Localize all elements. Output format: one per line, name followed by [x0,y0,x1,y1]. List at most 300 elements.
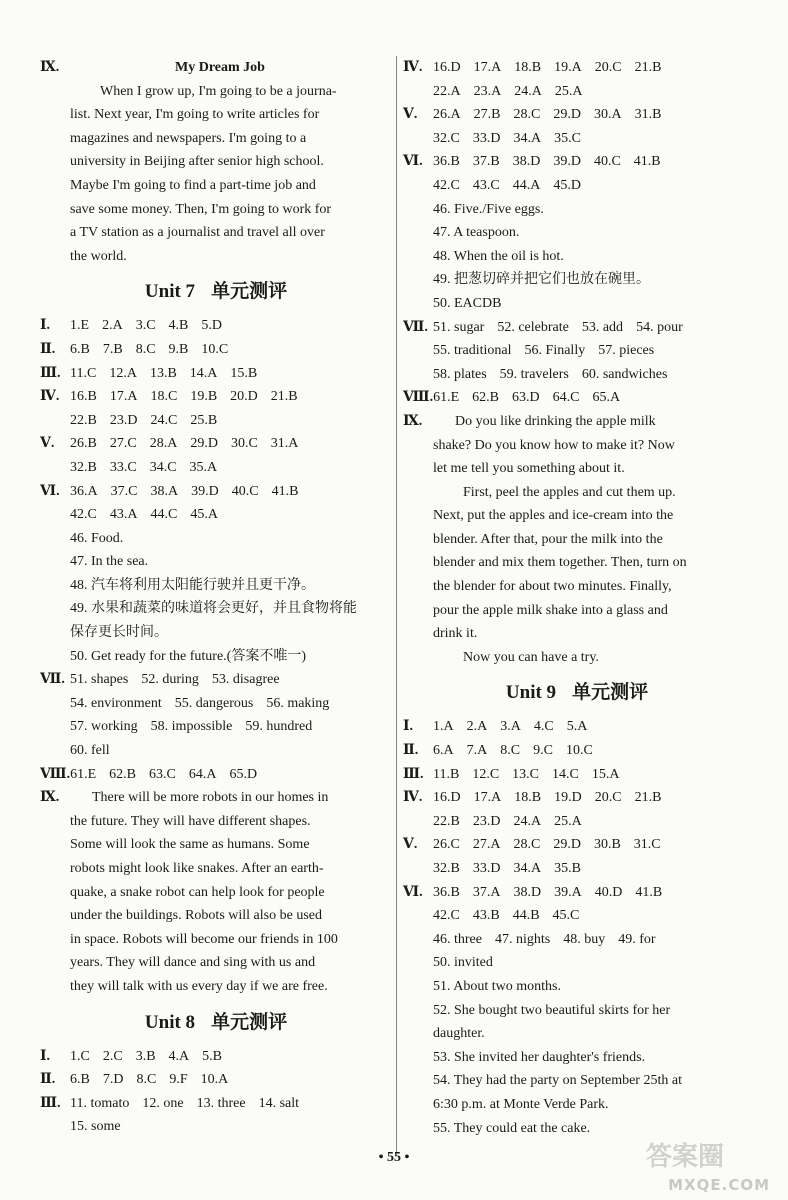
answer-item: 64.A [188,766,217,782]
answer-item: 60. sandwiches [581,366,668,382]
answer-item: 36.A [70,483,98,499]
answer-item: 29.D [190,436,218,452]
answer-item: 59. travelers [499,366,569,382]
essay-line [40,951,392,975]
answer-item: 30.C [230,436,258,452]
answer-row [403,245,751,269]
answer-item: 16.D [433,60,461,75]
essay-text: Maybe I'm going to find a part-time job and [70,177,316,193]
answer-row [403,174,751,198]
answer-item: 31.C [633,837,661,853]
answer-item: 51. shapes [70,672,129,688]
answer-item: 35.A [189,459,218,475]
answer-row [40,1115,392,1139]
answer-item: 8.C [135,341,156,357]
answer-item: 59. hundred [245,719,313,735]
answer-item: 63.C [149,766,176,782]
section-label: Ⅱ. [403,743,419,759]
answer-row [40,739,392,763]
answer-item: 1.C [70,1048,90,1064]
essay-line [40,221,392,245]
answer-row [40,668,392,692]
section-label: Ⅱ. [40,1072,56,1088]
answer-item: 21.B [634,790,662,806]
essay-line [40,80,392,104]
answer-item: 47. nights [494,931,551,947]
answer-row [40,338,392,362]
watermark-text: MXQE.COM [668,1176,770,1194]
answer-row [403,739,751,763]
answer-row [40,503,392,527]
section-label: Ⅳ. [403,60,423,75]
answer-item: 26.B [70,436,97,452]
answer-item: 6.B [70,1072,90,1088]
essay-text: the world. [70,248,127,264]
answer-item: 39.D [191,483,219,499]
answer-item: 34.A [513,861,542,876]
answer-item: 23.A [473,83,502,99]
answer-item: 14.A [189,365,218,381]
essay-line [403,481,751,505]
answer-item: 33.C [109,459,137,475]
answer-row [403,80,751,104]
answer-item: 51. sugar [433,319,485,335]
answer-item: 53. disagree [211,672,280,688]
answer-item: 38.A [150,483,179,499]
essay-title: My Dream Job [175,60,265,75]
essay-text: pour the apple milk shake into a glass and [433,602,668,618]
essay-line [403,646,751,670]
answer-item: 13.C [512,766,540,782]
answer-item: 61.E [433,390,460,406]
answer-item: 49. for [618,931,656,947]
answer-item: 4.A [168,1048,190,1064]
answer-item: 50. invited [433,955,493,971]
answer-item: 52. She bought two beautiful skirts for her [433,1002,671,1018]
essay-line [403,575,751,599]
answer-row [40,314,392,338]
essay-text: shake? Do you know how to make it? Now [433,437,675,453]
answer-item: 57. pieces [598,343,655,359]
answer-row [40,597,392,621]
answer-item: 45.C [552,908,580,924]
answer-item: 31.A [270,436,299,452]
answer-item: 43.B [472,908,500,924]
answer-row [403,786,751,810]
section-label: Ⅲ. [40,365,61,381]
essay-line [40,928,392,952]
answer-item: 17.A [473,790,502,806]
essay-title-row [40,56,392,80]
essay-text: quake, a snake robot can help look for people [70,884,325,900]
answer-item: 34.C [149,459,177,475]
answer-row [403,951,751,975]
answer-item: 49. 水果和蔬菜的味道将会更好，并且食物将能 [70,601,357,617]
answer-item: 14.C [552,766,579,782]
answer-item: 54. They had the party on September 25th at [433,1073,682,1089]
answer-item: 47. In the sea. [70,554,149,570]
essay-text: First, peel the apples and cut them up. [463,484,676,500]
answer-item: 57. working [70,719,138,735]
answer-item: 22.B [433,813,460,829]
answer-item: 9.F [169,1072,188,1088]
answer-item: 36.B [433,884,460,900]
answer-item: 3.B [135,1048,156,1064]
essay-text: robots might look like snakes. After an earth- [70,861,324,876]
section-label: Ⅸ. [40,60,60,75]
answer-item: 50. EACDB [433,295,502,311]
answer-row [403,999,751,1023]
essay-text: blender. After that, pour the milk into the [433,531,663,547]
answer-row [40,1068,392,1092]
essay-line [40,174,392,198]
answer-item: 27.A [472,837,501,853]
answer-item: 7.D [102,1072,124,1088]
answer-row [403,1093,751,1117]
answer-item: 62.B [109,766,137,782]
section-label: Ⅰ. [40,1048,51,1064]
answer-row [40,645,392,669]
answer-item: 64.C [552,390,580,406]
answer-item: 3.A [500,719,521,735]
answer-item: 6:30 p.m. at Monte Verde Park. [433,1096,609,1112]
answer-item: 8.C [500,743,521,759]
section-label: Ⅸ. [40,790,60,806]
answer-item: 51. About two months. [433,978,561,994]
answer-item: 58. plates [433,366,487,382]
answer-item: 10.C [565,743,593,759]
answer-item: 27.C [109,436,137,452]
answer-item: 25.B [190,412,218,428]
answer-item: 39.D [553,154,581,170]
answer-item: 13. three [196,1095,246,1111]
answer-item: 53. She invited her daughter's friends. [433,1049,646,1065]
answer-item: 44.C [150,507,178,523]
unit-title: Unit 7 [144,281,196,303]
section-label: Ⅵ. [40,483,60,499]
essay-line [403,504,751,528]
answer-item: 15. some [70,1119,121,1135]
section-label: Ⅶ. [403,319,428,335]
answer-row [403,292,751,316]
answer-item: 21.B [270,389,298,405]
essay-line [40,103,392,127]
essay-text: years. They will dance and sing with us and [70,955,316,971]
answer-item: 10.C [201,341,229,357]
essay-text: magazines and newspapers. I'm going to a [70,130,307,146]
answer-item: 44.A [512,177,541,193]
answer-item: 11.B [433,766,460,782]
answer-item: 37.A [472,884,501,900]
essay-line [403,551,751,575]
answer-item: 45.A [190,507,218,523]
answer-item: 47. A teaspoon. [433,225,520,241]
answer-item: 35.C [554,130,581,146]
answer-item: 26.A [433,107,461,123]
essay-line [403,599,751,623]
answer-row [403,1069,751,1093]
essay-text: list. Next year, I'm going to write articles for [70,107,320,123]
answer-row [403,150,751,174]
answer-item: 17.A [109,389,138,405]
answer-item: 12. one [142,1095,184,1111]
answer-row [403,904,751,928]
answer-item: 32.B [70,459,97,475]
answer-item: 36.B [433,154,460,170]
answer-item: 25.A [554,83,583,99]
answer-item: 58. impossible [150,719,233,735]
answer-item: 9.C [533,743,553,759]
answer-row [40,480,392,504]
answer-item: 46. three [433,931,482,947]
answer-item: 22.B [70,412,97,428]
unit-title: Unit 9 [505,682,557,704]
answer-row [40,621,392,645]
answer-item: 49. 把葱切碎并把它们也放在碗里。 [433,272,650,288]
section-label: Ⅷ. [403,390,434,406]
section-label: Ⅸ. [403,413,423,429]
answer-row [403,975,751,999]
answer-item: 7.A [466,743,488,759]
answer-row [403,715,751,739]
essay-text: let me tell you something about it. [433,461,625,477]
unit-subtitle: 单元测评 [211,281,288,303]
section-label: Ⅳ. [403,790,423,806]
answer-item: 41.B [635,884,663,900]
answer-item: 2.A [102,318,123,334]
answer-row [403,1022,751,1046]
unit-subtitle: 单元测评 [211,1011,288,1033]
answer-item: 46. Five./Five eggs. [433,201,544,217]
unit-heading [40,274,392,310]
answer-item: 56. Finally [524,343,586,359]
section-label: Ⅶ. [40,672,65,688]
essay-text: the future. They will have different shapes. [70,813,311,829]
unit-heading [403,675,751,711]
essay-line [40,245,392,269]
answer-item: 33.D [472,861,501,876]
answer-item: 23.D [109,412,138,428]
answer-item: 9.B [168,341,189,357]
answer-item: 22.A [433,83,461,99]
section-label: Ⅷ. [40,766,71,782]
answer-item: 12.A [109,365,137,381]
answer-item: 43.C [472,177,500,193]
answer-item: 32.C [433,130,460,146]
section-label: Ⅰ. [403,719,414,735]
unit-title: Unit 8 [144,1011,196,1033]
essay-line [40,786,392,810]
answer-item: 46. Food. [70,530,124,546]
answer-row [403,103,751,127]
answer-row [403,857,751,881]
answer-item: 25.A [554,813,582,829]
answer-item: 29.D [553,837,581,853]
answer-item: 17.A [473,60,502,75]
answer-item: 52. celebrate [497,319,569,335]
answer-row [40,763,392,787]
answer-item: 40.C [231,483,259,499]
answer-item: 48. buy [563,931,606,947]
answer-item: 42.C [433,177,460,193]
answer-item: 60. fell [70,743,110,759]
answer-item: 28.A [149,436,178,452]
answer-item: 14. salt [258,1095,300,1111]
answer-item: 2.C [102,1048,123,1064]
essay-line [403,457,751,481]
page-number: • 55 • [378,1150,410,1165]
answer-row [40,1045,392,1069]
answer-row [403,881,751,905]
essay-line [40,857,392,881]
answer-item: 54. pour [636,319,683,335]
essay-line [403,410,751,434]
answer-item: 24.C [150,412,178,428]
answer-item: 8.C [136,1072,157,1088]
answer-item: 43.A [109,507,138,523]
answer-row [403,56,751,80]
answer-row [40,456,392,480]
section-label: Ⅳ. [40,389,60,405]
answer-item: 保存更长时间。 [70,625,168,641]
answer-item: 34.A [513,130,542,146]
answer-item: 39.A [554,884,582,900]
answer-item: 38.D [513,884,542,900]
essay-line [40,904,392,928]
answer-row [403,127,751,151]
right-column [403,56,751,1140]
answer-item: 65.A [592,390,621,406]
section-label: Ⅵ. [403,884,423,900]
essay-line [40,127,392,151]
answer-item: 30.A [593,107,622,123]
answer-row [403,1046,751,1070]
answer-item: 16.B [70,389,97,405]
answer-row [40,409,392,433]
answer-row [40,574,392,598]
answer-item: 42.C [70,507,97,523]
answer-row [403,316,751,340]
answer-item: 40.C [593,154,621,170]
watermark-logo: 答案圈 [646,1142,725,1172]
answer-row [40,385,392,409]
answer-item: 41.B [271,483,299,499]
answer-item: 13.B [149,365,177,381]
answer-item: 18.C [150,389,178,405]
essay-text: the blender for about two minutes. Finally, [433,579,672,595]
answer-row [40,432,392,456]
answer-item: 16.D [433,790,461,806]
section-label: Ⅲ. [40,1095,61,1111]
answer-item: 40.D [594,884,623,900]
answer-row [403,339,751,363]
answer-item: 35.B [554,861,581,876]
essay-line [40,881,392,905]
answer-row [40,1092,392,1116]
answer-item: 55. They could eat the cake. [433,1120,591,1136]
essay-line [403,528,751,552]
answer-item: 44.B [512,908,540,924]
answer-item: 4.B [168,318,189,334]
answer-item: 15.A [591,766,620,782]
section-label: Ⅰ. [40,318,51,334]
answer-item: 30.B [593,837,621,853]
answer-row [403,221,751,245]
answer-item: 23.D [472,813,501,829]
essay-text: Now you can have a try. [463,649,599,665]
answer-row [403,363,751,387]
answer-item: 61.E [70,766,97,782]
answer-item: 24.A [513,813,542,829]
answer-item: 37.B [472,154,500,170]
answer-item: 62.B [472,390,500,406]
essay-text: Some will look the same as humans. Some [70,837,310,853]
essay-text: drink it. [433,626,478,642]
essay-line [40,975,392,999]
essay-text: blender and mix them together. Then, turn on [433,555,687,571]
answer-item: 55. traditional [433,343,512,359]
answer-item: 27.B [473,107,501,123]
answer-item: 12.C [472,766,500,782]
answer-item: 29.D [553,107,581,123]
essay-text: a TV station as a journalist and travel all over [70,225,325,241]
answer-item: 42.C [433,908,460,924]
unit-subtitle: 单元测评 [572,682,649,704]
answer-item: 54. environment [70,695,162,711]
answer-row [403,833,751,857]
answer-item: 56. making [266,695,330,711]
answer-item: 19.D [554,790,582,806]
answer-row [403,810,751,834]
essay-text: Next, put the apples and ice-cream into the [433,508,674,524]
answer-item: 63.D [512,390,540,406]
answer-item: 55. dangerous [174,695,254,711]
answer-row [403,386,751,410]
section-label: Ⅴ. [403,107,418,123]
essay-text: they will talk with us every day if we are free. [70,978,328,994]
essay-text: in space. Robots will become our friends in 100 [70,931,338,947]
answer-item: 5.B [202,1048,222,1064]
answer-row [403,928,751,952]
essay-line [40,833,392,857]
answer-item: 3.C [135,318,156,334]
unit-heading [40,1005,392,1041]
answer-item: 5.D [201,318,222,334]
answer-item: 20.D [230,389,258,405]
answer-row [40,362,392,386]
answer-item: 19.A [554,60,582,75]
answer-item: 2.A [466,719,488,735]
answer-row [403,198,751,222]
section-label: Ⅲ. [403,766,424,782]
answer-item: 20.C [594,790,622,806]
answer-item: 10.A [200,1072,229,1088]
answer-item: 1.A [433,719,454,735]
essay-line [40,150,392,174]
answer-item: 5.A [566,719,588,735]
answer-item: 45.D [553,177,581,193]
answer-item: 32.B [433,861,460,876]
answer-item: 48. When the oil is hot. [433,248,564,264]
section-label: Ⅵ. [403,154,423,170]
essay-text: university in Beijing after senior high school. [70,154,324,170]
essay-text: There will be more robots in our homes in [92,790,329,806]
answer-item: 41.B [633,154,661,170]
essay-line [403,622,751,646]
answer-item: 31.B [634,107,662,123]
essay-line [403,434,751,458]
answer-item: 50. Get ready for the future.(答案不唯一) [70,648,306,664]
